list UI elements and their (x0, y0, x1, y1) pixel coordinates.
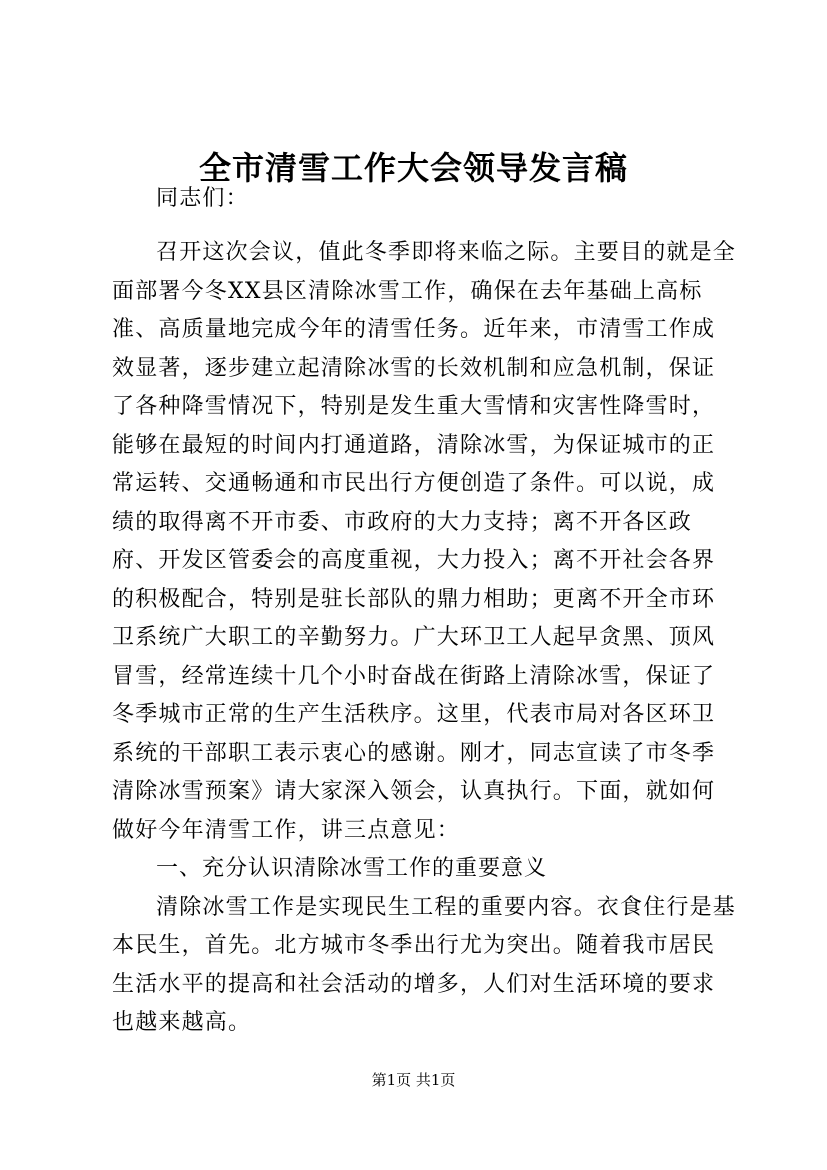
document-body (112, 234, 736, 1043)
section-heading-1: 一、充分认识清除冰雪工作的重要意义 (156, 856, 548, 881)
document-title: 全市清雪工作大会领导发言稿 (198, 149, 628, 187)
greeting-block (112, 180, 736, 219)
paragraph-2: 清除冰雪工作是实现民生工程的重要内容。衣食住行是基本民生，首先。北方城市冬季出行尤为突出。随着我市居民生活水平的提高和社会活动的增多，人们对生活环境的要求也越来越高。 (112, 894, 737, 1035)
page-footer: 第1页 共1页 (371, 1071, 456, 1089)
greeting: 同志们： (156, 186, 249, 211)
paragraph-1: 召开这次会议，值此冬季即将来临之际。主要目的就是全面部署今冬XX县区清除冰雪工作，确保在去年基础上高标准、高质量地完成今年的清雪任务。近年来，市清雪工作成效显著，逐步建立起清除冰雪的长效机制和应急机制，保证了各种降雪情况下，特别是发生重大雪情和灾害性降雪时，能够在最短的时间内打通道路，清除冰雪，为保证城市的正常运转、交通畅通和市民出行方便创造了条件。可以说，成绩的取得离不开市委、市政府的大力支持；离不开各区政府、开发区管委会的高度重视，大力投入；离不开社会各界的积极配合，特别是驻长部队的鼎力相助；更离不开全市环卫系统广大职工的辛勤努力。广大环卫工人起早贪黑、顶风冒雪，经常连续十几个小时奋战在街路上清除冰雪，保证了冬季城市正常的生产生活秩序。这里，代表市局对各区环卫系统的干部职工表示衷心的感谢。刚才，同志宣读了市冬季清除冰雪预案》请大家深入领会，认真执行。下面，就如何做好今年清雪工作，讲三点意见： (112, 240, 737, 843)
